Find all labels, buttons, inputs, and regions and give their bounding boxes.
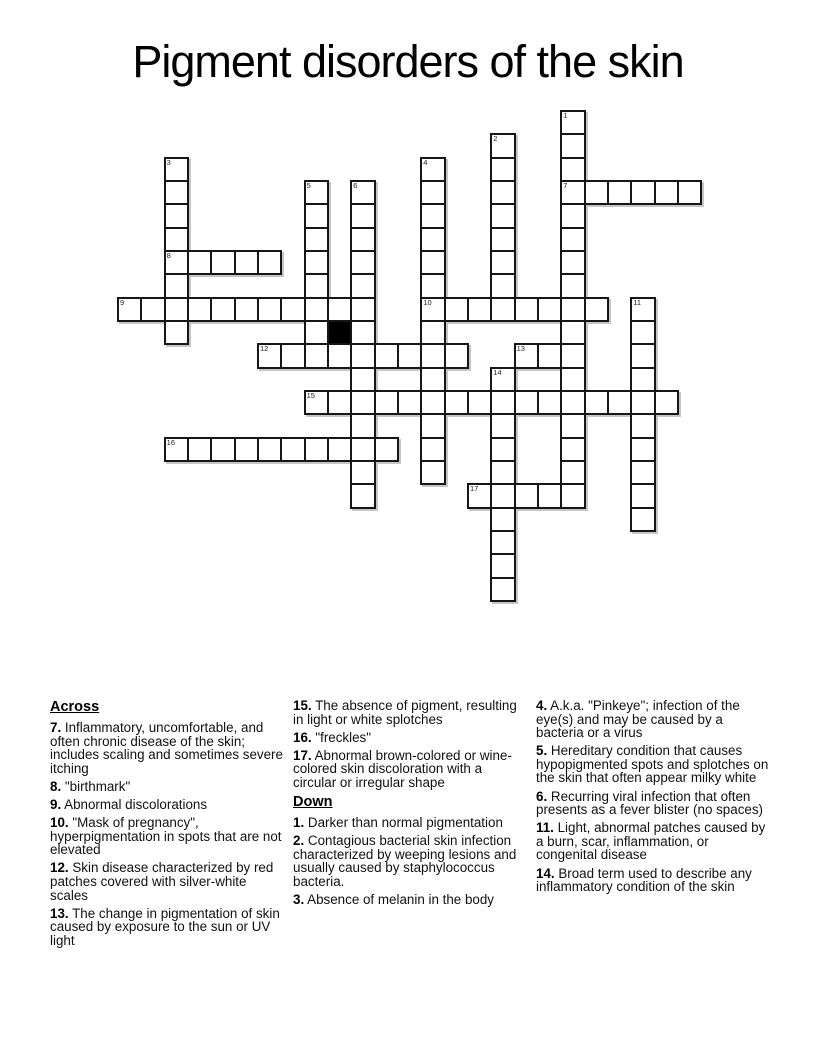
- grid-cell[interactable]: [630, 437, 655, 462]
- clue-text: Contagious bacterial skin infection characterized by weeping lesions and usually caused by staphylococcus bacteria.: [293, 833, 517, 889]
- grid-cell[interactable]: [164, 227, 189, 252]
- grid-cell[interactable]: [164, 180, 189, 205]
- grid-cell[interactable]: [397, 390, 422, 415]
- grid-cell[interactable]: [350, 180, 375, 205]
- grid-cell[interactable]: [584, 390, 609, 415]
- clue-number: 7.: [50, 720, 62, 735]
- clue-item: [536, 867, 770, 894]
- grid-cell[interactable]: [630, 343, 655, 368]
- grid-cell[interactable]: [630, 507, 655, 532]
- grid-cell[interactable]: [490, 273, 515, 298]
- grid-cell[interactable]: [257, 343, 282, 368]
- grid-cell[interactable]: [420, 157, 445, 182]
- clue-number: 4.: [536, 698, 548, 713]
- clue-item: [536, 790, 770, 817]
- grid-cell[interactable]: [304, 203, 329, 228]
- grid-cell[interactable]: [584, 297, 609, 322]
- grid-cell[interactable]: [630, 483, 655, 508]
- clue-text: A.k.a. "Pinkeye"; infection of the eye(s) and may be caused by a bacteria or a virus: [536, 698, 740, 741]
- grid-cell[interactable]: [537, 390, 562, 415]
- grid-cell[interactable]: [374, 390, 399, 415]
- grid-cell[interactable]: [350, 250, 375, 275]
- grid-cell[interactable]: [537, 483, 562, 508]
- grid-cell[interactable]: [164, 157, 189, 182]
- grid-cell[interactable]: [537, 343, 562, 368]
- grid-cell[interactable]: [514, 297, 539, 322]
- grid-cell[interactable]: [350, 297, 375, 322]
- down-heading: Down: [293, 794, 333, 811]
- clue-item: [293, 816, 527, 830]
- grid-cell[interactable]: [304, 320, 329, 345]
- clue-number: 15.: [293, 698, 312, 713]
- grid-cell[interactable]: [560, 413, 585, 438]
- grid-cell[interactable]: [350, 367, 375, 392]
- down-clues-part2: [536, 699, 770, 894]
- grid-cell[interactable]: [560, 273, 585, 298]
- clue-number: 1.: [293, 815, 305, 831]
- grid-cell[interactable]: [630, 297, 655, 322]
- grid-cell[interactable]: [630, 460, 655, 485]
- clue-text: "freckles": [311, 729, 371, 745]
- clue-number: 3.: [293, 892, 305, 908]
- grid-cell[interactable]: [490, 507, 515, 532]
- clue-item: [293, 699, 527, 726]
- grid-cell[interactable]: [654, 180, 679, 205]
- clue-text: Broad term used to describe any inflammatory condition of the skin: [536, 865, 752, 895]
- grid-cell[interactable]: [420, 343, 445, 368]
- grid-cell[interactable]: [467, 483, 492, 508]
- clue-text: The change in pigmentation of skin caused by exposure to the sun or UV light: [50, 905, 280, 948]
- across-clues-part2: [293, 699, 527, 790]
- grid-cell[interactable]: [257, 297, 282, 322]
- grid-cell[interactable]: [490, 530, 515, 555]
- grid-cell[interactable]: [420, 180, 445, 205]
- clue-item: [50, 861, 284, 902]
- cell-number: 12: [259, 344, 269, 354]
- grid-cell[interactable]: [560, 320, 585, 345]
- grid-cell[interactable]: [560, 227, 585, 252]
- clue-text: "Mask of pregnancy", hyperpigmentation in spots that are not elevated: [50, 815, 282, 858]
- grid-cell[interactable]: [514, 483, 539, 508]
- grid-cell[interactable]: [304, 297, 329, 322]
- clue-item: [50, 907, 284, 948]
- clue-text: Abnormal brown-colored or wine-colored skin discoloration with a circular or irregular shape: [293, 747, 512, 790]
- clue-text: The absence of pigment, resulting in light or white splotches: [293, 698, 517, 727]
- clue-text: Inflammatory, uncomfortable, and often chronic disease of the skin; includes scaling and sometimes severe itching: [50, 720, 283, 776]
- clue-item: [50, 816, 284, 857]
- grid-cell[interactable]: [187, 297, 212, 322]
- grid-cell[interactable]: [607, 180, 632, 205]
- clue-text: "birthmark": [61, 778, 131, 794]
- clue-text: Abnormal discolorations: [61, 796, 208, 812]
- cell-number: 14: [493, 367, 502, 377]
- grid-cell[interactable]: [420, 413, 445, 438]
- clue-text: Skin disease characterized by red patches covered with silver-white scales: [50, 860, 274, 903]
- grid-cell[interactable]: [560, 437, 585, 462]
- cell-number: 11: [633, 297, 642, 307]
- grid-cell[interactable]: [374, 437, 399, 462]
- grid-cell[interactable]: [560, 203, 585, 228]
- cell-number: 6: [353, 180, 358, 190]
- cell-number: 2: [493, 134, 498, 144]
- grid-cell[interactable]: [654, 390, 679, 415]
- grid-cell[interactable]: [304, 227, 329, 252]
- across-heading: Across: [50, 699, 100, 715]
- grid-cell[interactable]: [444, 297, 469, 322]
- grid-cell[interactable]: [304, 250, 329, 275]
- grid-cell[interactable]: [420, 367, 445, 392]
- grid-cell[interactable]: [350, 203, 375, 228]
- grid-cell[interactable]: [630, 180, 655, 205]
- grid-cell[interactable]: [630, 413, 655, 438]
- grid-cell[interactable]: [490, 133, 515, 158]
- grid-cell[interactable]: [374, 343, 399, 368]
- clues-column-3: [536, 699, 770, 952]
- grid-cell[interactable]: [350, 343, 375, 368]
- grid-cell[interactable]: [234, 250, 259, 275]
- grid-cell[interactable]: [280, 437, 305, 462]
- grid-cell[interactable]: [560, 110, 585, 135]
- grid-cell[interactable]: [304, 273, 329, 298]
- clue-item: [293, 731, 527, 745]
- clue-number: 9.: [50, 796, 62, 812]
- grid-cell[interactable]: [350, 320, 375, 345]
- grid-cell[interactable]: [164, 297, 189, 322]
- grid-cell[interactable]: [490, 227, 515, 252]
- grid-cell[interactable]: [187, 437, 212, 462]
- grid-cell[interactable]: [350, 460, 375, 485]
- grid-cell[interactable]: [117, 297, 142, 322]
- grid-cell[interactable]: [304, 180, 329, 205]
- grid-cell[interactable]: [514, 390, 539, 415]
- down-clues-part1: [293, 816, 527, 907]
- grid-cell[interactable]: [420, 227, 445, 252]
- cell-number: 3: [166, 157, 171, 167]
- cell-number: 13: [516, 344, 525, 354]
- grid-cell[interactable]: [350, 413, 375, 438]
- grid-cell[interactable]: [490, 157, 515, 182]
- grid-cell[interactable]: [187, 250, 212, 275]
- grid-cell[interactable]: [490, 483, 515, 508]
- grid-cell[interactable]: [630, 390, 655, 415]
- grid-cell[interactable]: [560, 180, 585, 205]
- grid-cell[interactable]: [444, 343, 469, 368]
- grid-cell[interactable]: [444, 390, 469, 415]
- grid-cell[interactable]: [304, 343, 329, 368]
- cell-number: 7: [563, 180, 568, 190]
- cell-number: 1: [563, 111, 568, 120]
- clue-number: 12.: [50, 860, 69, 876]
- grid-cell[interactable]: [490, 553, 515, 578]
- cell-number: 4: [423, 157, 428, 167]
- grid-cell[interactable]: [327, 297, 352, 322]
- grid-cell[interactable]: [210, 250, 235, 275]
- grid-cell[interactable]: [420, 203, 445, 228]
- grid-cell[interactable]: [327, 437, 352, 462]
- grid-cell[interactable]: [280, 343, 305, 368]
- grid-cell[interactable]: [140, 297, 165, 322]
- cell-number: 8: [166, 250, 171, 260]
- clue-item: [293, 749, 527, 790]
- clue-item: [293, 893, 527, 907]
- grid-cell[interactable]: [584, 180, 609, 205]
- grid-cell[interactable]: [257, 437, 282, 462]
- clue-number: 6.: [536, 788, 548, 804]
- grid-cell[interactable]: [560, 250, 585, 275]
- grid-cell[interactable]: [327, 343, 352, 368]
- grid-cell[interactable]: [350, 437, 375, 462]
- puzzle-title: Pigment disorders of the skin: [132, 36, 684, 87]
- clue-number: 17.: [293, 747, 312, 763]
- grid-cell[interactable]: [514, 343, 539, 368]
- grid-cell[interactable]: [350, 483, 375, 508]
- grid-cell[interactable]: [210, 297, 235, 322]
- clue-number: 2.: [293, 833, 305, 849]
- grid-cell[interactable]: [537, 297, 562, 322]
- clue-item: [50, 780, 284, 794]
- cell-number: 5: [306, 180, 311, 190]
- clue-text: Hereditary condition that causes hypopigmented spots and splotches on the skin that often appear milky white: [536, 743, 769, 786]
- grid-cell[interactable]: [420, 273, 445, 298]
- grid-cell[interactable]: [630, 367, 655, 392]
- clues-column-2: [293, 699, 527, 952]
- grid-cell[interactable]: [164, 250, 189, 275]
- across-clues-part1: [50, 721, 284, 947]
- clues-column-1: [50, 699, 284, 952]
- grid-cell[interactable]: [420, 460, 445, 485]
- grid-cell[interactable]: [630, 320, 655, 345]
- grid-cell[interactable]: [560, 460, 585, 485]
- grid-cell[interactable]: [304, 437, 329, 462]
- grid-cell[interactable]: [490, 413, 515, 438]
- clue-text: Darker than normal pigmentation: [304, 815, 503, 831]
- clues-section: [50, 699, 780, 952]
- cell-number: 10: [423, 297, 432, 307]
- clue-number: 10.: [50, 815, 69, 831]
- grid-cell[interactable]: [467, 390, 492, 415]
- clue-text: Absence of melanin in the body: [304, 892, 495, 908]
- grid-cell[interactable]: [234, 437, 259, 462]
- clue-text: Recurring viral infection that often presents as a fever blister (no spaces): [536, 788, 764, 818]
- grid-cell[interactable]: [560, 133, 585, 158]
- clue-number: 11.: [536, 820, 554, 836]
- grid-cell[interactable]: [560, 157, 585, 182]
- grid-cell[interactable]: [210, 437, 235, 462]
- clue-item: [536, 821, 770, 862]
- clue-number: 16.: [293, 729, 312, 745]
- grid-cell[interactable]: [420, 250, 445, 275]
- grid-cell[interactable]: [164, 437, 189, 462]
- grid-cell[interactable]: [350, 390, 375, 415]
- cell-number: 16: [166, 437, 175, 447]
- grid-cell[interactable]: [257, 250, 282, 275]
- cell-number: 15: [306, 390, 315, 400]
- grid-cell[interactable]: [560, 297, 585, 322]
- grid-cell[interactable]: [490, 437, 515, 462]
- clue-item: [293, 834, 527, 888]
- grid-cell[interactable]: [467, 297, 492, 322]
- grid-cell[interactable]: [490, 203, 515, 228]
- grid-cell[interactable]: [560, 483, 585, 508]
- grid-cell[interactable]: [350, 227, 375, 252]
- grid-cell[interactable]: [420, 297, 445, 322]
- clue-number: 13.: [50, 905, 69, 921]
- grid-cell[interactable]: [490, 460, 515, 485]
- grid-cell[interactable]: [490, 180, 515, 205]
- grid-cell[interactable]: [327, 390, 352, 415]
- grid-cell[interactable]: [560, 343, 585, 368]
- clue-text: Light, abnormal patches caused by a burn, scar, inflammation, or congenital disease: [536, 820, 766, 863]
- grid-cell[interactable]: [164, 203, 189, 228]
- clue-item: [50, 798, 284, 812]
- clue-number: 14.: [536, 865, 555, 881]
- clue-item: [50, 721, 284, 775]
- grid-cell[interactable]: [490, 297, 515, 322]
- grid-cell[interactable]: [397, 343, 422, 368]
- grid-cell[interactable]: [490, 577, 515, 602]
- grid-cell[interactable]: [490, 390, 515, 415]
- grid-cell[interactable]: [164, 273, 189, 298]
- clue-number: 5.: [536, 743, 548, 759]
- clue-number: 8.: [50, 778, 62, 794]
- grid-cell[interactable]: [420, 437, 445, 462]
- grid-cell[interactable]: [560, 390, 585, 415]
- grid-cell[interactable]: [560, 367, 585, 392]
- grid-cell[interactable]: [234, 297, 259, 322]
- grid-cell[interactable]: [304, 390, 329, 415]
- grid-cell[interactable]: [420, 390, 445, 415]
- blocked-cell: [327, 320, 352, 345]
- grid-cell[interactable]: [350, 273, 375, 298]
- grid-cell[interactable]: [164, 320, 189, 345]
- clue-item: [536, 744, 770, 785]
- cell-number: 9: [120, 297, 125, 307]
- cell-number: 17: [469, 484, 479, 494]
- grid-cell[interactable]: [677, 180, 702, 205]
- grid-cell[interactable]: [280, 297, 305, 322]
- grid-cell[interactable]: [490, 250, 515, 275]
- clue-item: [536, 699, 770, 740]
- grid-cell[interactable]: [420, 320, 445, 345]
- grid-cell[interactable]: [490, 367, 515, 392]
- grid-cell[interactable]: [607, 390, 632, 415]
